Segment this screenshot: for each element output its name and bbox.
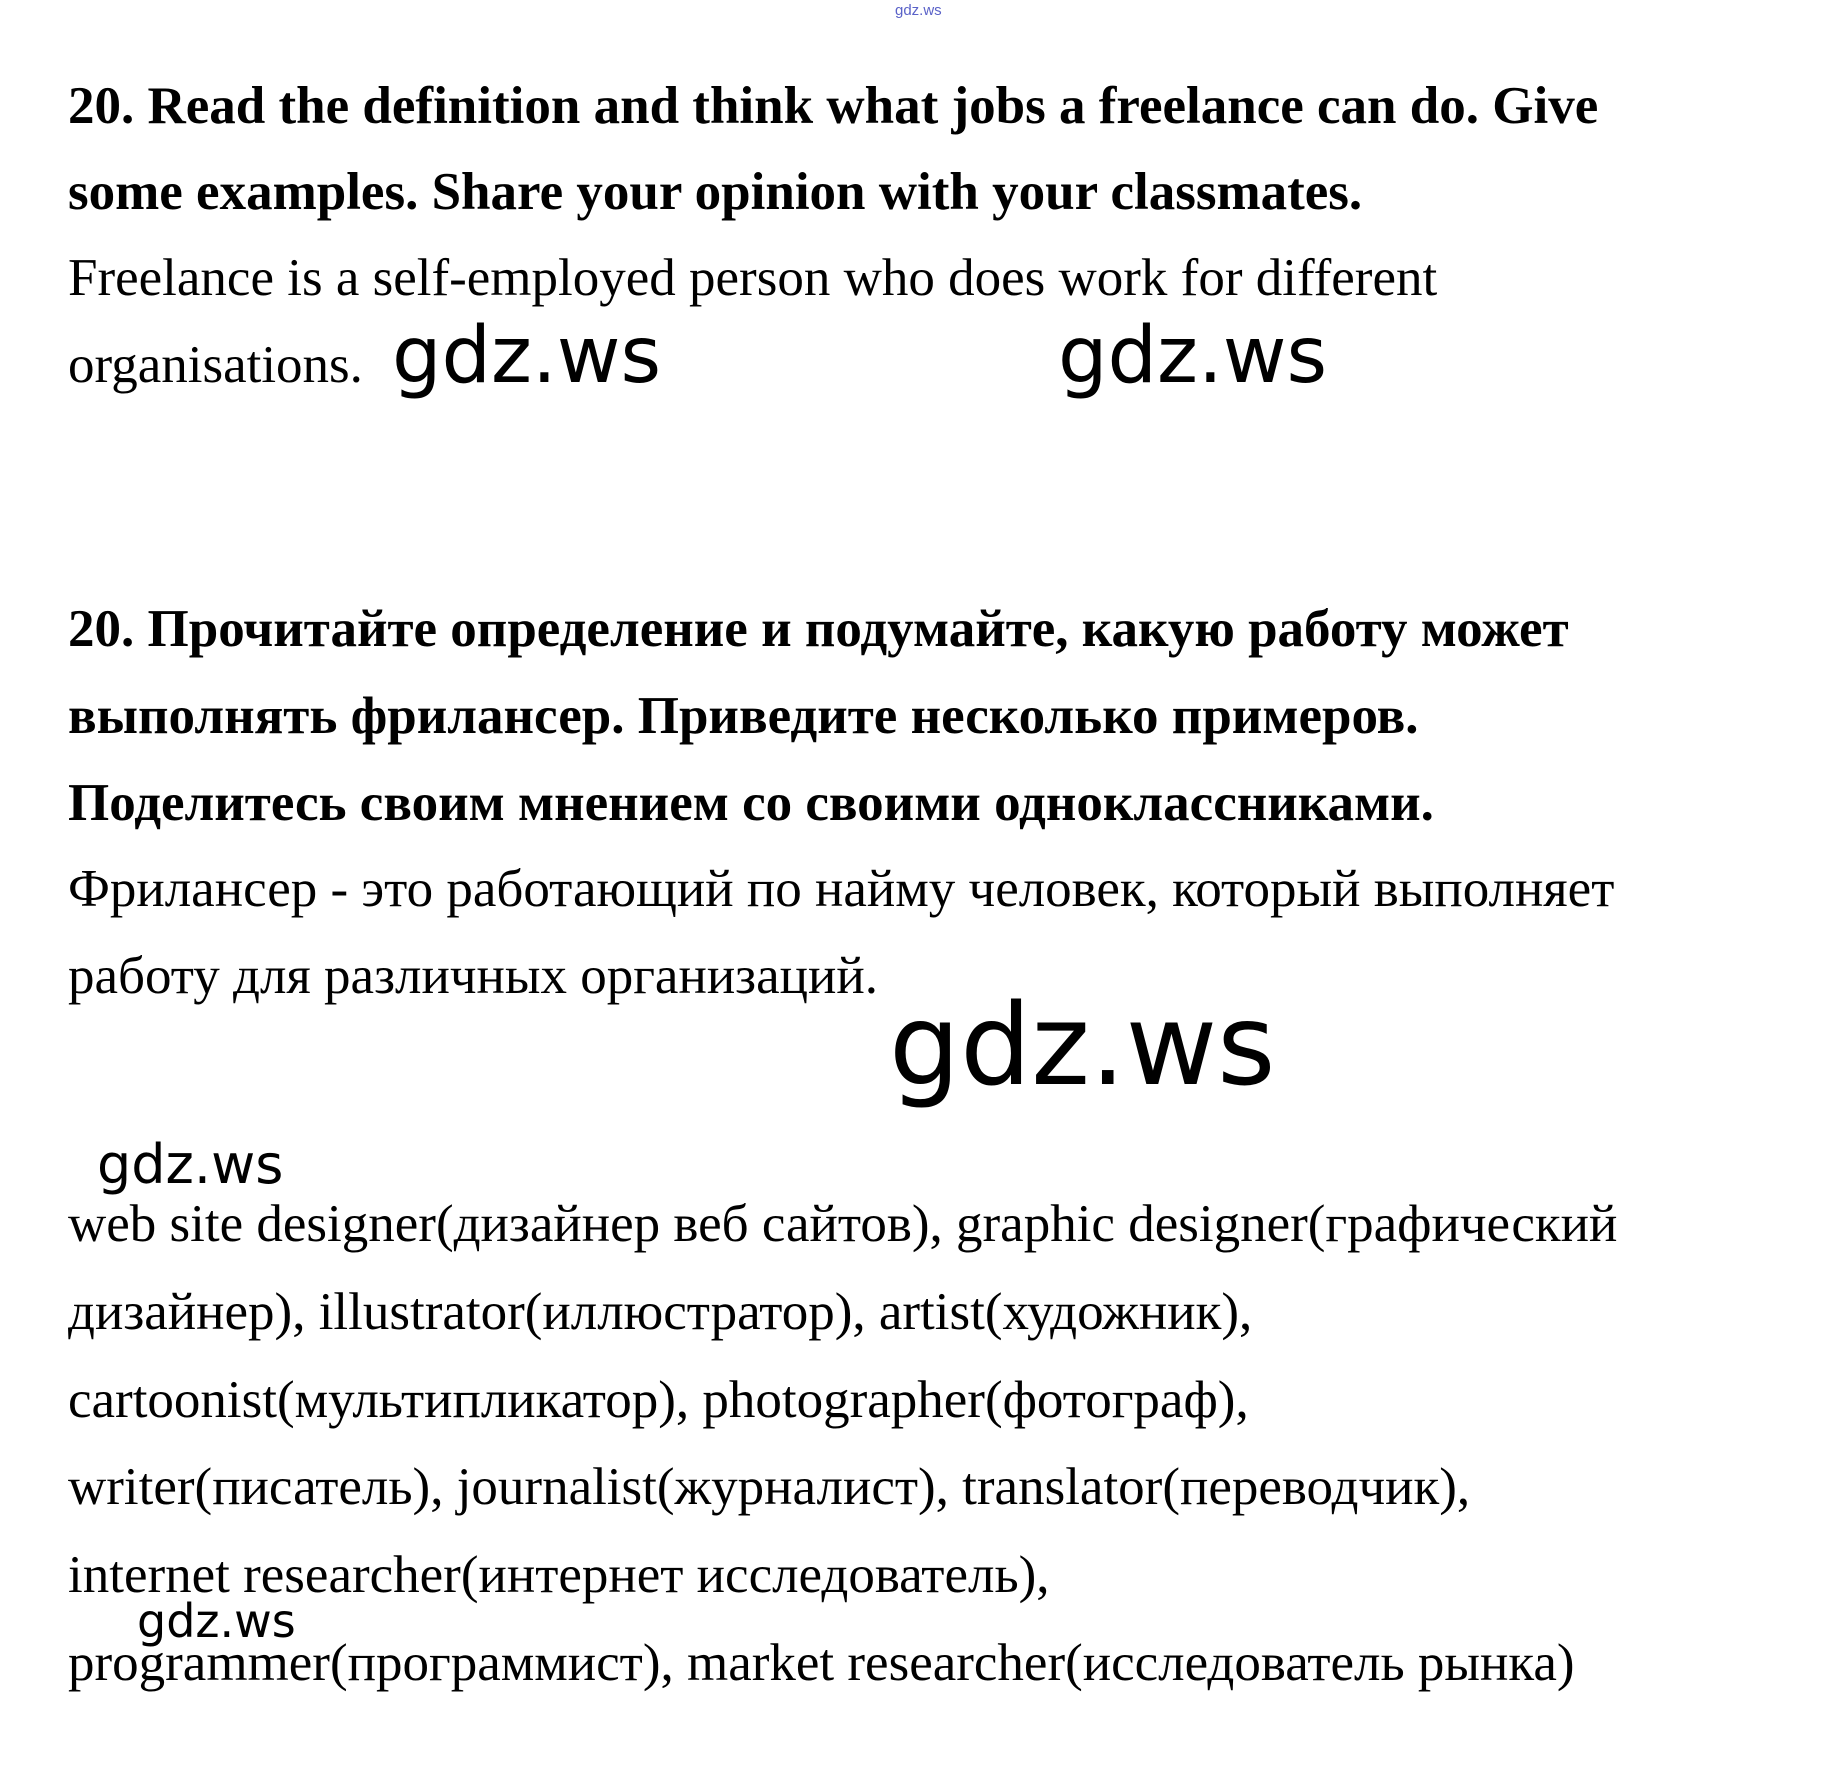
russian-task-line-2: выполнять фрилансер. Приведите несколько примеров. (68, 687, 1419, 745)
russian-definition-line-2: работу для различных организаций. (68, 947, 878, 1005)
answer-line-1: web site designer(дизайнер веб сайтов), graphic designer(графический (68, 1195, 1618, 1253)
english-definition-line-1: Freelance is a self-employed person who does work for different (68, 249, 1438, 307)
top-watermark: gdz.ws (895, 2, 942, 19)
russian-definition-line-1: Фрилансер - это работающий по найму человек, который выполняет (68, 860, 1615, 918)
answer-line-5: internet researcher(интернет исследователь), (68, 1546, 1050, 1604)
answer-line-4: writer(писатель), journalist(журналист), translator(переводчик), (68, 1458, 1471, 1516)
answer-line-2: дизайнер), illustrator(иллюстратор), artist(художник), (68, 1283, 1253, 1341)
watermark: gdz.ws (1058, 311, 1328, 401)
russian-task-line-1: 20. Прочитайте определение и подумайте, какую работу может (68, 600, 1569, 658)
watermark: gdz.ws (889, 981, 1276, 1111)
watermark: gdz.ws (392, 311, 662, 401)
watermark: gdz.ws (97, 1133, 284, 1196)
english-task-line-1: 20. Read the definition and think what jobs a freelance can do. Give (68, 77, 1599, 135)
watermark: gdz.ws (137, 1594, 296, 1648)
english-task-line-2: some examples. Share your opinion with your classmates. (68, 163, 1363, 221)
english-definition-line-2: organisations. (68, 336, 363, 394)
answer-line-6: programmer(программист), market researcher(исследователь рынка) (68, 1634, 1575, 1692)
russian-task-line-3: Поделитесь своим мнением со своими одноклассниками. (68, 774, 1434, 832)
answer-line-3: cartoonist(мультипликатор), photographer(фотограф), (68, 1371, 1249, 1429)
